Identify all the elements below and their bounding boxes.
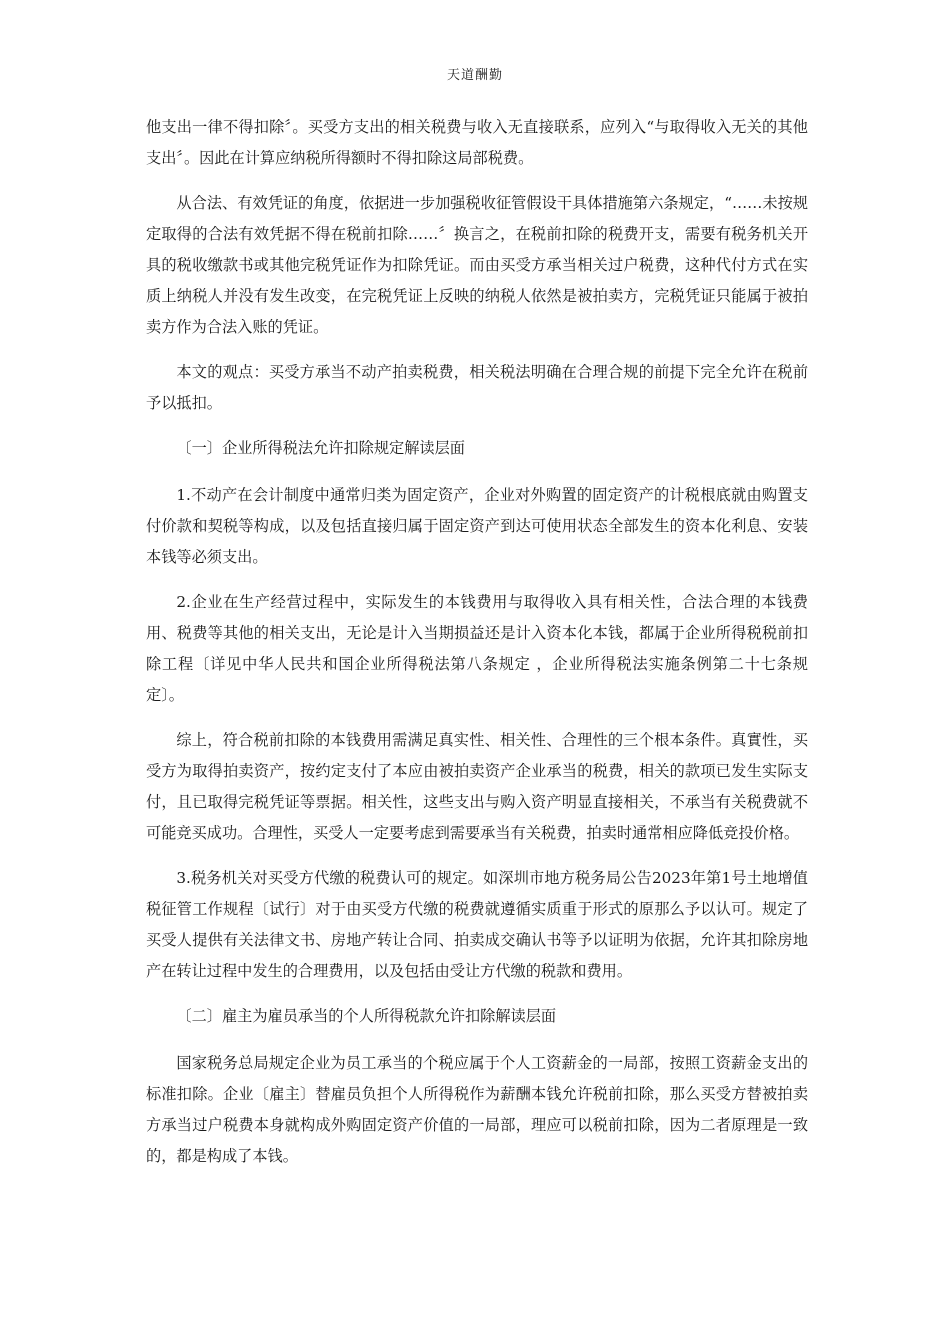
page-header: 天道酬勤 — [446, 68, 503, 83]
document-body — [146, 112, 808, 1186]
section-heading: 〔一〕企业所得税法允许扣除规定解读层面 — [176, 439, 465, 457]
paragraph: 2.企业在生产经营过程中，实际发生的本钱费用与取得收入具有相关性，合法合理的本钱费用、税费等其他的相关支出，无论是计入当期损益还是计入资本化本钱，都属于企业所得税税前扣除工程〔详见中华人民共和国企业所得税法第八条规定 ，企业所得税法实施条例第二十七条规定〕。 — [146, 593, 808, 704]
paragraph: 本文的观点：买受方承当不动产拍卖税费，相关税法明确在合理合规的前提下完全允许在税前予以抵扣。 — [146, 363, 808, 412]
paragraph: 综上，符合税前扣除的本钱费用需满足真实性、相关性、合理性的三个根本条件。真實性，买受方为取得拍卖资产，按约定支付了本应由被拍卖资产企业承当的税费，相关的款项已发生实际支付，且已取得完税凭证等票据。相关性，这些支出与购入资产明显直接相关，不承当有关税费就不可能竞买成功。合理性，买受人一定要考虑到需要承当有关税费，拍卖时通常相应降低竞投价格。 — [146, 731, 808, 842]
paragraph: 1.不动产在会计制度中通常归类为固定资产，企业对外购置的固定资产的计税根底就由购置支付价款和契税等构成，以及包括直接归属于固定资产到达可使用状态全部发生的资本化利息、安装本钱等必须支出。 — [146, 486, 808, 566]
paragraph: 他支出一律不得扣除〞。买受方支出的相关税费与收入无直接联系，应列入“与取得收入无关的其他支出〞。因此在计算应纳税所得额时不得扣除这局部税费。 — [146, 118, 808, 167]
paragraph: 3.税务机关对买受方代缴的税费认可的规定。如深圳市地方税务局公告2023年第1号土地增值税征管工作规程〔试行〕对于由买受方代缴的税费就遵循实质重于形式的原那么予以认可。规定了买受人提供有关法律文书、房地产转让合同、拍卖成交确认书等予以证明为依据，允许其扣除房地产在转让过程中发生的合理费用，以及包括由受让方代缴的税款和费用。 — [146, 869, 808, 980]
paragraph: 国家税务总局规定企业为员工承当的个税应属于个人工资薪金的一局部，按照工资薪金支出的标准扣除。企业〔雇主〕替雇员负担个人所得税作为薪酬本钱允许税前扣除，那么买受方替被拍卖方承当过户税费本身就构成外购固定资产价值的一局部，理应可以税前扣除，因为二者原理是一致的，都是构成了本钱。 — [146, 1054, 808, 1165]
section-heading: 〔二〕雇主为雇员承当的个人所得税款允许扣除解读层面 — [176, 1007, 557, 1025]
paragraph: 从合法、有效凭证的角度，依据进一步加强税收征管假设干具体措施第六条规定，“……未按规定取得的合法有效凭据不得在税前扣除……〞换言之，在税前扣除的税费开支，需要有税务机关开具的税收缴款书或其他完税凭证作为扣除凭证。而由买受方承当相关过户税费，这种代付方式在实质上纳税人并没有发生改变，在完税凭证上反映的纳税人依然是被拍卖方，完税凭证只能属于被拍卖方作为合法入账的凭证。 — [146, 194, 808, 336]
